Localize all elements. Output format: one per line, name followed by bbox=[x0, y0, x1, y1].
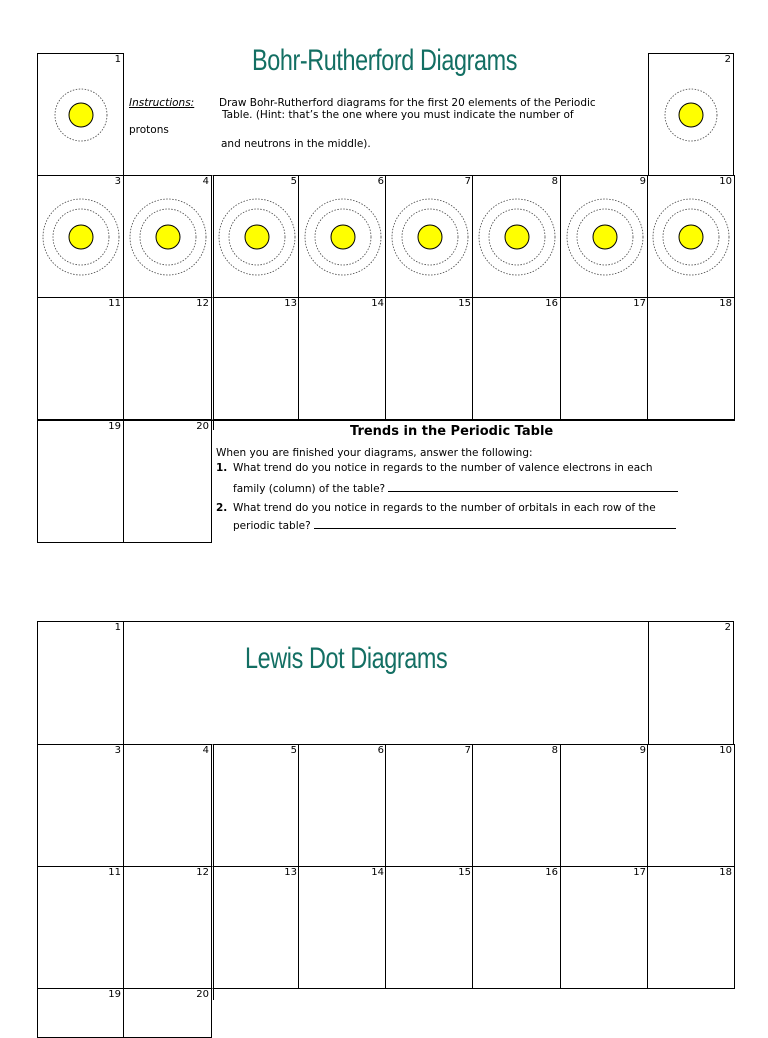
lewis-title: Lewis Dot Diagrams bbox=[245, 642, 448, 675]
lewis-cell-17 bbox=[560, 866, 649, 989]
cell-number: 10 bbox=[719, 176, 732, 187]
bohr-cell-1 bbox=[37, 53, 124, 176]
cell-number: 14 bbox=[371, 298, 384, 309]
bohr-atom-icon bbox=[41, 197, 121, 277]
lewis-cell-18 bbox=[647, 866, 735, 989]
cell-number: 2 bbox=[724, 622, 731, 633]
bohr-cell-10 bbox=[647, 175, 735, 298]
question-1-number: 1. bbox=[216, 462, 228, 474]
lewis-cell-7 bbox=[385, 744, 474, 867]
bohr-cell-13 bbox=[211, 297, 300, 420]
cell-number: 17 bbox=[633, 298, 646, 309]
cell-number: 4 bbox=[202, 745, 209, 756]
cell-number: 17 bbox=[633, 867, 646, 878]
cell-number: 18 bbox=[719, 867, 732, 878]
bohr-atom-icon bbox=[303, 197, 383, 277]
bohr-atom-icon bbox=[53, 87, 109, 143]
lewis-cell-4 bbox=[123, 744, 212, 867]
bohr-cell-20 bbox=[123, 420, 212, 543]
question-1-text: What trend do you notice in regards to the number of valence electrons in each bbox=[233, 462, 653, 474]
cell-number: 1 bbox=[114, 622, 121, 633]
cell-number: 16 bbox=[545, 298, 558, 309]
bohr-atom-icon bbox=[390, 197, 470, 277]
bohr-cell-6 bbox=[298, 175, 387, 298]
lewis-cell-10 bbox=[647, 744, 735, 867]
cell-number: 6 bbox=[377, 745, 384, 756]
lewis-cell-9 bbox=[560, 744, 649, 867]
bohr-cell-4 bbox=[123, 175, 212, 298]
cell-number: 11 bbox=[108, 867, 121, 878]
bohr-atom-icon bbox=[128, 197, 208, 277]
instructions-line-1: Draw Bohr-Rutherford diagrams for the first 20 elements of the Periodic bbox=[219, 97, 596, 109]
cell-number: 19 bbox=[108, 421, 121, 432]
cell-number: 15 bbox=[458, 867, 471, 878]
trends-title: Trends in the Periodic Table bbox=[350, 424, 554, 439]
cell-number: 20 bbox=[196, 989, 209, 1000]
bohr-cell-16 bbox=[472, 297, 561, 420]
question-1-line-2 bbox=[233, 482, 678, 495]
cell-number: 7 bbox=[464, 176, 471, 187]
instructions-line-3: and neutrons in the middle). bbox=[221, 138, 371, 150]
cell-number: 14 bbox=[371, 867, 384, 878]
cell-number: 4 bbox=[202, 176, 209, 187]
bohr-cell-3 bbox=[37, 175, 124, 298]
cell-number: 5 bbox=[290, 745, 297, 756]
instructions-line-2: Table. (Hint: that’s the one where you must indicate the number of bbox=[222, 109, 574, 121]
lewis-cell-3 bbox=[37, 744, 124, 867]
cell-number: 6 bbox=[377, 176, 384, 187]
lewis-cell-15 bbox=[385, 866, 474, 989]
instructions-label: Instructions: bbox=[129, 97, 195, 109]
bohr-cell-2 bbox=[648, 53, 734, 176]
bohr-cell-19 bbox=[37, 420, 124, 543]
cell-number: 1 bbox=[114, 54, 121, 65]
lewis-cell-6 bbox=[298, 744, 387, 867]
cell-number: 5 bbox=[290, 176, 297, 187]
cell-number: 19 bbox=[108, 989, 121, 1000]
bohr-atom-icon bbox=[651, 197, 731, 277]
cell-number: 3 bbox=[114, 176, 121, 187]
bohr-cell-11 bbox=[37, 297, 124, 420]
bohr-cell-17 bbox=[560, 297, 649, 420]
answer-2-blank[interactable] bbox=[314, 519, 676, 529]
trends-intro: When you are finished your diagrams, answer the following: bbox=[216, 447, 533, 459]
cell-number: 12 bbox=[196, 867, 209, 878]
question-2-cont: periodic table? bbox=[233, 520, 311, 532]
question-1-cont: family (column) of the table? bbox=[233, 483, 386, 495]
lewis-cell-19 bbox=[37, 988, 124, 1038]
cell-number: 9 bbox=[639, 745, 646, 756]
cell-number: 15 bbox=[458, 298, 471, 309]
bohr-atom-icon bbox=[565, 197, 645, 277]
bohr-cell-12 bbox=[123, 297, 212, 420]
cell-number: 12 bbox=[196, 298, 209, 309]
lewis-cell-12 bbox=[123, 866, 212, 989]
cell-number: 8 bbox=[551, 176, 558, 187]
lewis-cell-13 bbox=[211, 866, 300, 989]
cell-number: 20 bbox=[196, 421, 209, 432]
lewis-cell-2 bbox=[648, 621, 734, 745]
question-2-number: 2. bbox=[216, 502, 228, 514]
lewis-cell-5 bbox=[211, 744, 300, 867]
bohr-title: Bohr-Rutherford Diagrams bbox=[252, 44, 518, 77]
cell-number: 3 bbox=[114, 745, 121, 756]
lewis-cell-14 bbox=[298, 866, 387, 989]
bohr-cell-14 bbox=[298, 297, 387, 420]
cell-number: 9 bbox=[639, 176, 646, 187]
cell-number: 7 bbox=[464, 745, 471, 756]
cell-number: 8 bbox=[551, 745, 558, 756]
cell-number: 18 bbox=[719, 298, 732, 309]
answer-1-blank[interactable] bbox=[388, 482, 678, 492]
lewis-cell-8 bbox=[472, 744, 561, 867]
bohr-cell-18 bbox=[647, 297, 735, 420]
bohr-cell-8 bbox=[472, 175, 561, 298]
bohr-atom-icon bbox=[477, 197, 557, 277]
cell-number: 11 bbox=[108, 298, 121, 309]
question-2-text: What trend do you notice in regards to the number of orbitals in each row of the bbox=[233, 502, 656, 514]
bohr-cell-7 bbox=[385, 175, 474, 298]
question-2-line-2 bbox=[233, 519, 676, 532]
lewis-cell-20 bbox=[123, 988, 212, 1038]
bohr-cell-5 bbox=[211, 175, 300, 298]
bohr-atom-icon bbox=[663, 87, 719, 143]
lewis-cell-16 bbox=[472, 866, 561, 989]
lewis-cell-11 bbox=[37, 866, 124, 989]
cell-number: 13 bbox=[284, 298, 297, 309]
cell-number: 10 bbox=[719, 745, 732, 756]
cell-number: 16 bbox=[545, 867, 558, 878]
bohr-atom-icon bbox=[217, 197, 297, 277]
instructions-protons: protons bbox=[129, 124, 169, 136]
bohr-cell-15 bbox=[385, 297, 474, 420]
lewis-cell-1 bbox=[37, 621, 124, 745]
cell-number: 13 bbox=[284, 867, 297, 878]
bohr-cell-9 bbox=[560, 175, 649, 298]
cell-number: 2 bbox=[724, 54, 731, 65]
